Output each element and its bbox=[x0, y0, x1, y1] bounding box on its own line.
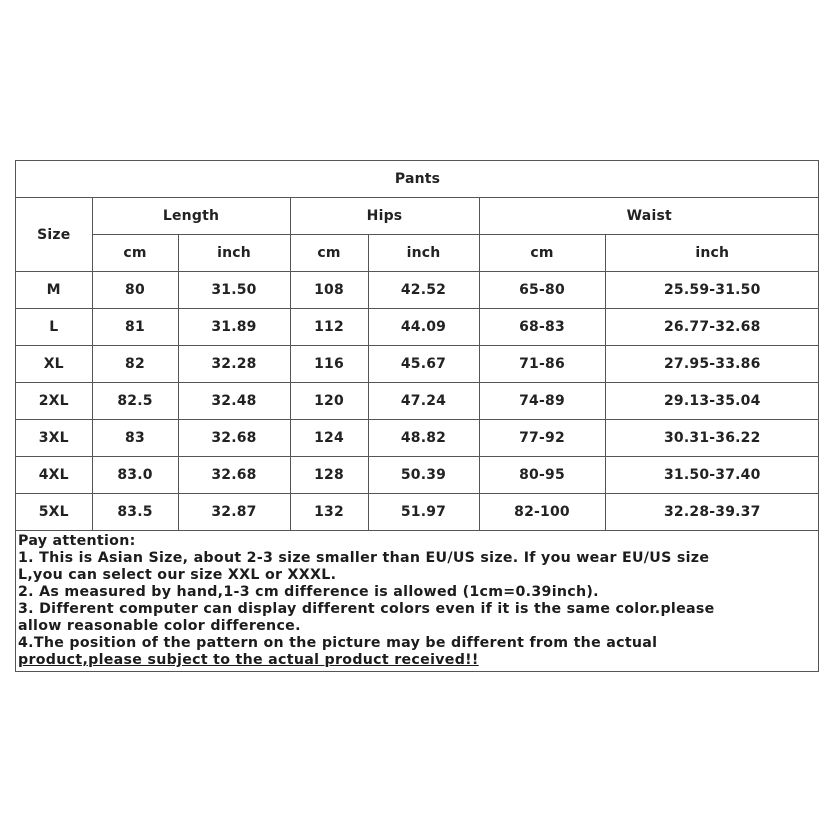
value-cell: 82-100 bbox=[479, 494, 605, 531]
note-line: 4.The position of the pattern on the picture may be different from the actual bbox=[18, 635, 658, 651]
value-cell: 124 bbox=[290, 420, 368, 457]
value-cell: 32.68 bbox=[178, 420, 290, 457]
notes bbox=[16, 531, 818, 669]
value-cell: 30.31-36.22 bbox=[605, 420, 819, 457]
unit-header: cm bbox=[479, 235, 605, 272]
value-cell: 108 bbox=[290, 272, 368, 309]
value-cell: 45.67 bbox=[368, 346, 479, 383]
note-line: L,you can select our size XXL or XXXL. bbox=[18, 567, 337, 583]
size-header: Size bbox=[16, 198, 92, 272]
value-cell: 27.95-33.86 bbox=[605, 346, 819, 383]
table-row bbox=[16, 457, 819, 494]
notes-heading: Pay attention: bbox=[18, 533, 136, 549]
value-cell: 82.5 bbox=[92, 383, 178, 420]
table-body bbox=[16, 272, 819, 531]
value-cell: 77-92 bbox=[479, 420, 605, 457]
table-row bbox=[16, 420, 819, 457]
size-cell: L bbox=[16, 309, 92, 346]
value-cell: 32.87 bbox=[178, 494, 290, 531]
title-row bbox=[16, 161, 819, 198]
value-cell: 51.97 bbox=[368, 494, 479, 531]
value-cell: 83 bbox=[92, 420, 178, 457]
size-cell: 4XL bbox=[16, 457, 92, 494]
value-cell: 112 bbox=[290, 309, 368, 346]
value-cell: 32.28-39.37 bbox=[605, 494, 819, 531]
size-cell: XL bbox=[16, 346, 92, 383]
value-cell: 65-80 bbox=[479, 272, 605, 309]
table-row bbox=[16, 494, 819, 531]
value-cell: 32.28 bbox=[178, 346, 290, 383]
note-line: 2. As measured by hand,1-3 cm difference is allowed (1cm=0.39inch). bbox=[18, 584, 599, 600]
unit-header: inch bbox=[605, 235, 819, 272]
unit-header: cm bbox=[290, 235, 368, 272]
size-cell: M bbox=[16, 272, 92, 309]
unit-header: inch bbox=[368, 235, 479, 272]
value-cell: 47.24 bbox=[368, 383, 479, 420]
unit-header-row bbox=[16, 235, 819, 272]
hips-header: Hips bbox=[290, 198, 479, 235]
table-row bbox=[16, 272, 819, 309]
value-cell: 32.68 bbox=[178, 457, 290, 494]
note-line: 3. Different computer can display different colors even if it is the same color.please bbox=[18, 601, 715, 617]
value-cell: 31.89 bbox=[178, 309, 290, 346]
value-cell: 42.52 bbox=[368, 272, 479, 309]
unit-header: inch bbox=[178, 235, 290, 272]
value-cell: 128 bbox=[290, 457, 368, 494]
value-cell: 31.50 bbox=[178, 272, 290, 309]
value-cell: 68-83 bbox=[479, 309, 605, 346]
value-cell: 31.50-37.40 bbox=[605, 457, 819, 494]
value-cell: 132 bbox=[290, 494, 368, 531]
value-cell: 83.5 bbox=[92, 494, 178, 531]
value-cell: 50.39 bbox=[368, 457, 479, 494]
value-cell: 80-95 bbox=[479, 457, 605, 494]
length-header: Length bbox=[92, 198, 290, 235]
size-cell: 5XL bbox=[16, 494, 92, 531]
value-cell: 82 bbox=[92, 346, 178, 383]
value-cell: 48.82 bbox=[368, 420, 479, 457]
size-cell: 2XL bbox=[16, 383, 92, 420]
value-cell: 80 bbox=[92, 272, 178, 309]
table-row bbox=[16, 309, 819, 346]
value-cell: 25.59-31.50 bbox=[605, 272, 819, 309]
value-cell: 71-86 bbox=[479, 346, 605, 383]
size-chart bbox=[15, 160, 819, 672]
value-cell: 74-89 bbox=[479, 383, 605, 420]
unit-header: cm bbox=[92, 235, 178, 272]
note-line: allow reasonable color difference. bbox=[18, 618, 301, 634]
value-cell: 116 bbox=[290, 346, 368, 383]
value-cell: 81 bbox=[92, 309, 178, 346]
table-row bbox=[16, 383, 819, 420]
note-line: product,please subject to the actual product received!! bbox=[18, 652, 479, 668]
size-cell: 3XL bbox=[16, 420, 92, 457]
value-cell: 120 bbox=[290, 383, 368, 420]
table-row bbox=[16, 346, 819, 383]
waist-header: Waist bbox=[479, 198, 819, 235]
value-cell: 26.77-32.68 bbox=[605, 309, 819, 346]
value-cell: 83.0 bbox=[92, 457, 178, 494]
value-cell: 32.48 bbox=[178, 383, 290, 420]
table-title: Pants bbox=[16, 161, 819, 198]
note-line: 1. This is Asian Size, about 2-3 size smaller than EU/US size. If you wear EU/US size bbox=[18, 550, 710, 566]
value-cell: 44.09 bbox=[368, 309, 479, 346]
value-cell: 29.13-35.04 bbox=[605, 383, 819, 420]
group-header-row bbox=[16, 198, 819, 235]
size-table bbox=[16, 161, 819, 531]
